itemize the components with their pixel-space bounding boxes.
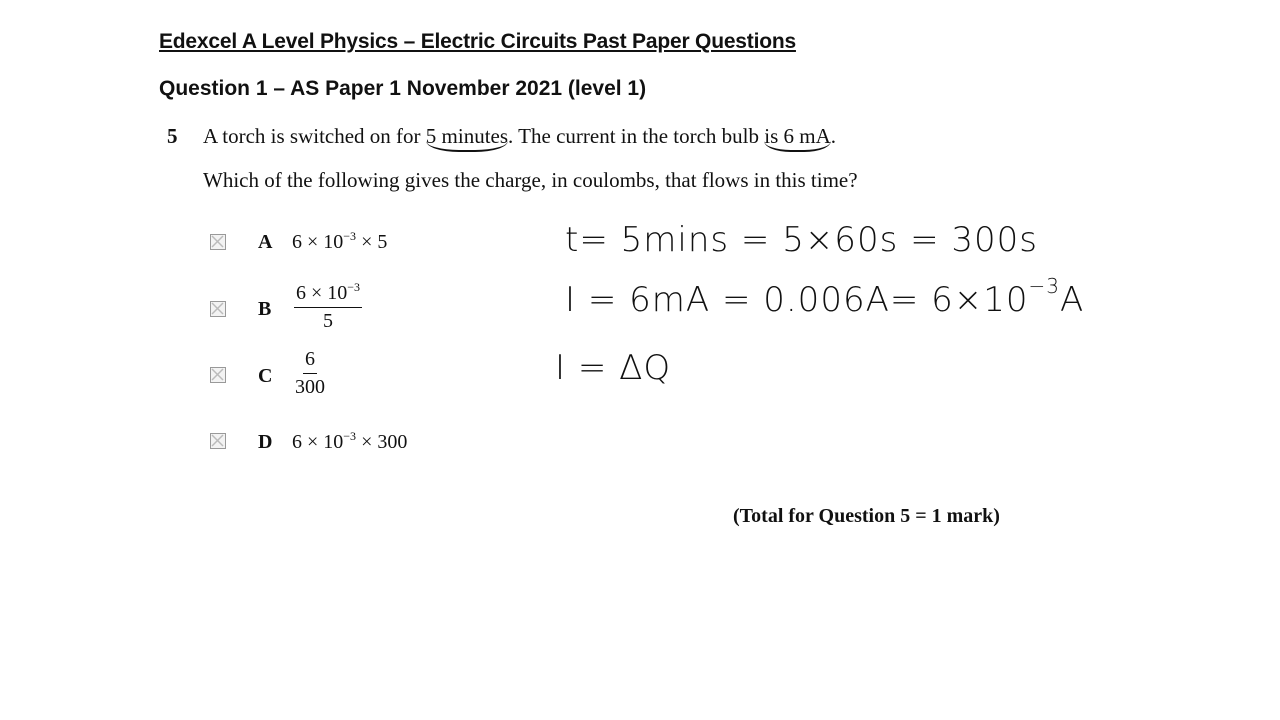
option-d-checkbox[interactable] xyxy=(210,433,226,449)
option-d-expression: $6 \times 10^{-3} \times 300$ xyxy=(292,429,408,453)
underline-5-minutes: 5 minutes xyxy=(426,124,508,152)
question-text: A torch is switched on for 5 minutes. The current in the torch bulb is 6 mA. xyxy=(203,124,836,149)
question-total-marks: (Total for Question 5 = 1 mark) xyxy=(733,505,1000,527)
option-b-expression: $\frac{6 \times 10^{-3}}{5}$ xyxy=(296,280,361,332)
option-a-letter: A xyxy=(258,231,273,253)
handwritten-current-formula: I = ΔQ xyxy=(555,348,672,388)
option-a-checkbox[interactable] xyxy=(210,234,226,250)
handwritten-current-conversion: $I = 6mA = 0.006A= 6\times 10^{-3}A$ xyxy=(565,274,1085,320)
option-d-letter: D xyxy=(258,431,273,453)
option-a-expression: $6 \times 10^{-3} \times 5$ xyxy=(292,229,388,253)
option-c-letter: C xyxy=(258,365,273,387)
option-c-expression: $\frac{6}{300}$ xyxy=(295,348,325,398)
question-prompt: Which of the following gives the charge, in coulombs, that flows in this time? xyxy=(203,168,858,192)
underline-6ma: is 6 mA xyxy=(764,124,831,152)
handwritten-time-conversion: t= 5mins = 5×60s = 300s xyxy=(565,220,1039,260)
page-title: Edexcel A Level Physics – Electric Circuits Past Paper Questions xyxy=(159,30,796,53)
question-heading: Question 1 – AS Paper 1 November 2021 (level 1) xyxy=(159,77,647,100)
option-b-checkbox[interactable] xyxy=(210,301,226,317)
question-number: 5 xyxy=(167,124,178,148)
option-c-checkbox[interactable] xyxy=(210,367,226,383)
option-b-letter: B xyxy=(258,298,272,320)
